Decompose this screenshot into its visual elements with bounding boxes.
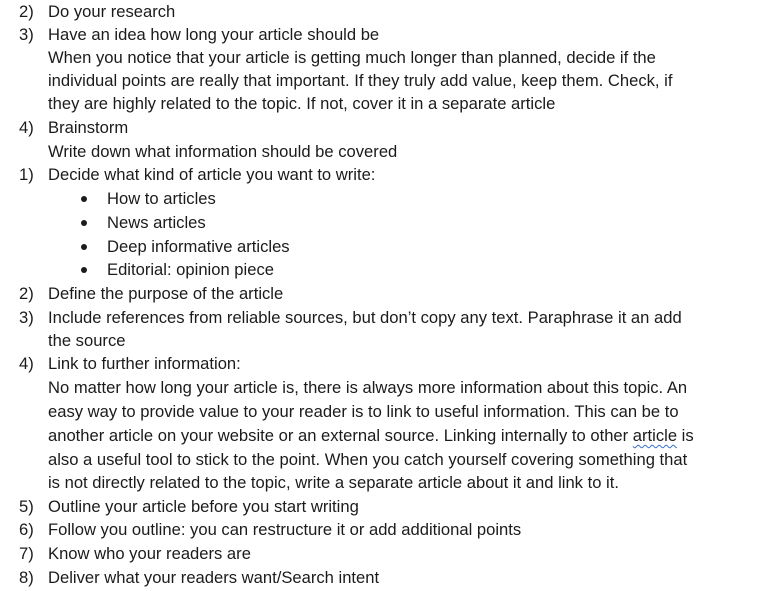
paragraph-text-start: another article on your website or an external source. Linking internally to other	[48, 426, 633, 445]
paragraph-text: also a useful tool to stick to the point. When you catch yourself covering something that	[48, 450, 688, 469]
list-text: Deliver what your readers want/Search intent	[48, 568, 380, 587]
list-number: 3)	[19, 25, 34, 44]
list-text: Link to further information:	[48, 354, 241, 373]
paragraph-text: the source	[48, 331, 126, 350]
list-number: 5)	[19, 497, 34, 516]
paragraph-text: When you notice that your article is getting much longer than planned, decide if the	[48, 48, 656, 67]
paragraph-text: individual points are really that important. If they truly add value, keep them. Check, if	[48, 71, 673, 90]
list-number: 4)	[19, 354, 34, 373]
paragraph-text: easy way to provide value to your reader is to link to useful information. This can be to	[48, 402, 679, 421]
list-number: 4)	[19, 118, 34, 137]
bullet-text: Editorial: opinion piece	[107, 260, 274, 279]
list-text: Define the purpose of the article	[48, 284, 284, 303]
list-number: 2)	[19, 2, 34, 21]
list-text: Know who your readers are	[48, 544, 251, 563]
list-number: 8)	[19, 568, 34, 587]
list-text: Decide what kind of article you want to write:	[48, 165, 376, 184]
list-number: 1)	[19, 165, 34, 184]
paragraph-text: Write down what information should be covered	[48, 142, 398, 161]
list-number: 2)	[19, 284, 34, 303]
list-text: Brainstorm	[48, 118, 129, 137]
list-text: Outline your article before you start writing	[48, 497, 359, 516]
list-text: Include references from reliable sources, but don’t copy any text. Paraphrase it an add	[48, 308, 682, 327]
list-text: Follow you outline: you can restructure it or add additional points	[48, 520, 522, 539]
paragraph-text: they are highly related to the topic. If not, cover it in a separate article	[48, 94, 556, 113]
paragraph-text: is not directly related to the topic, write a separate article about it and link to it.	[48, 473, 619, 492]
list-number: 7)	[19, 544, 34, 563]
spellcheck-flagged-word[interactable]: article	[632, 426, 678, 445]
bullet-text: Deep informative articles	[107, 237, 290, 256]
list-number: 6)	[19, 520, 34, 539]
bullet-dot-icon	[81, 220, 87, 226]
list-text: Do your research	[48, 2, 176, 21]
paragraph-text-end: is	[677, 426, 694, 445]
paragraph-text: No matter how long your article is, there is always more information about this topic. An	[48, 378, 688, 397]
list-number: 3)	[19, 308, 34, 327]
bullet-text: News articles	[107, 213, 206, 232]
bullet-dot-icon	[81, 196, 87, 202]
paragraph-text	[48, 424, 694, 448]
list-text: Have an idea how long your article should be	[48, 25, 380, 44]
bullet-dot-icon	[81, 244, 87, 250]
bullet-text: How to articles	[107, 189, 216, 208]
bullet-dot-icon	[81, 267, 87, 273]
